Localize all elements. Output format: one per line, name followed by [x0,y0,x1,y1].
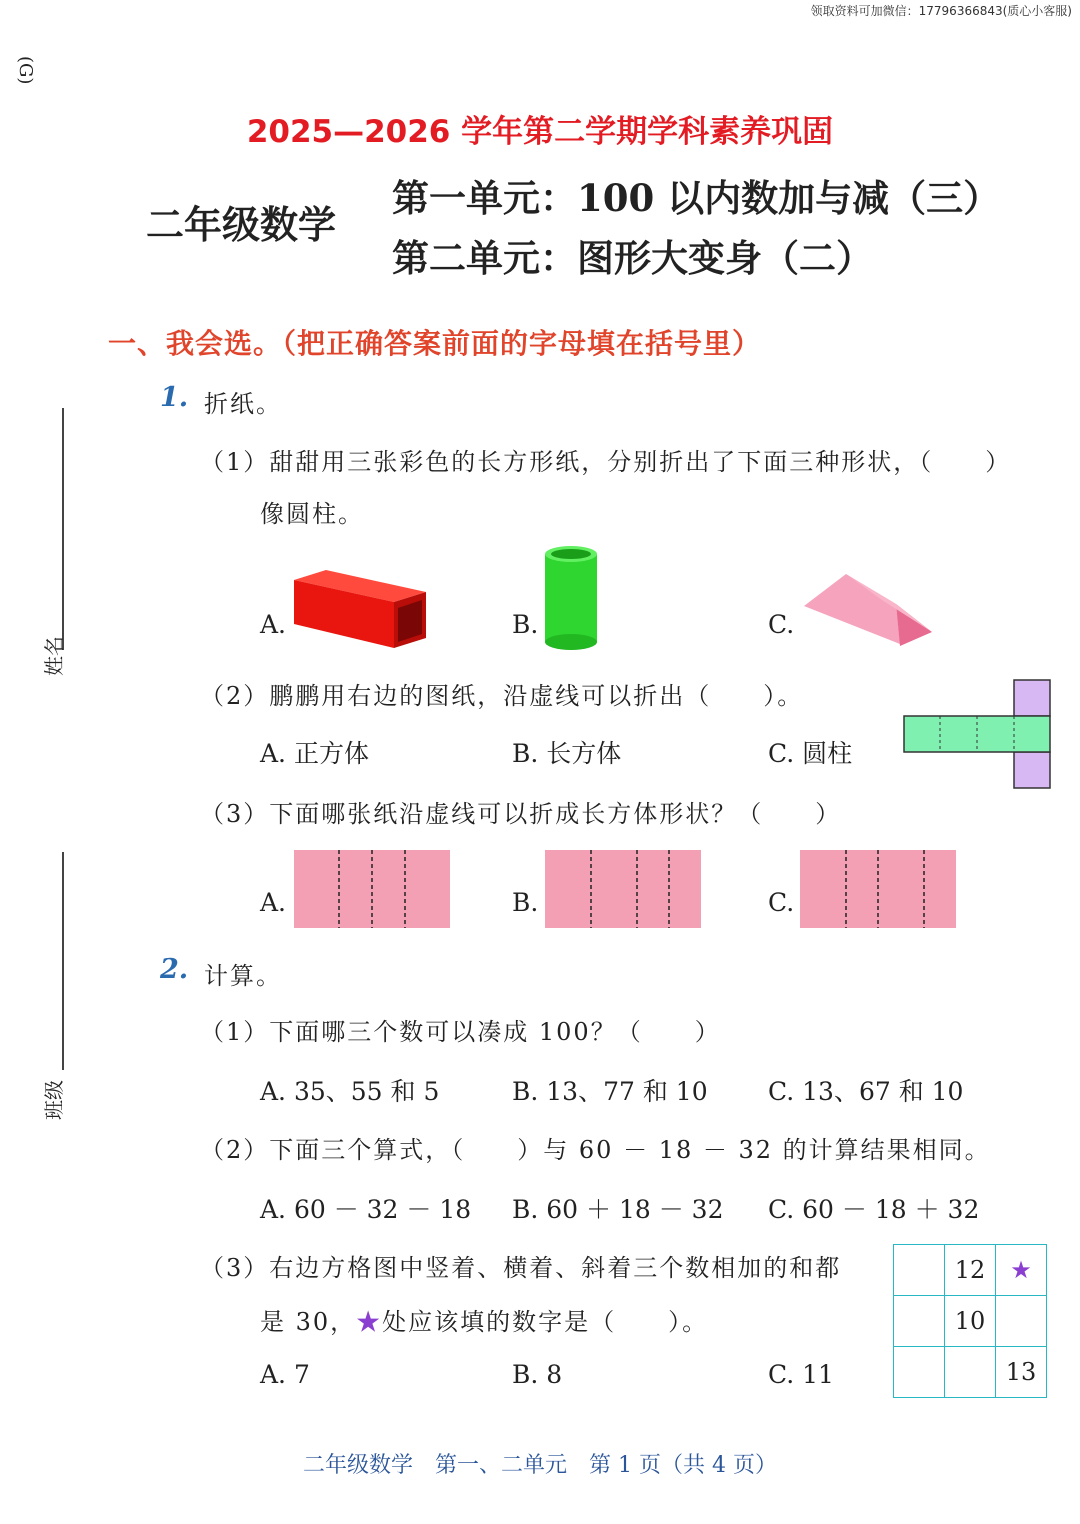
q2-p3-line2-pre: 是 30， [260,1308,357,1336]
green-cylinder-image [540,542,602,654]
q1-p2-option-c: C. 圆柱 [768,739,853,768]
q1-title: 折纸。 [204,390,282,418]
q2-p3-option-b: B. 8 [512,1360,563,1389]
q1-p2-option-a: A. 正方体 [260,739,369,768]
q1-p1-option-b: B. [512,610,539,639]
unit2-title: 第二单元：图形大变身（二） [392,236,873,280]
grid-cell: 10 [945,1296,996,1347]
grid-cell [894,1245,945,1296]
red-box-image [290,568,430,650]
section-title: 一、我会选。（把正确答案前面的字母填在括号里） [108,327,762,360]
q1-p1-option-c: C. [768,610,795,639]
q2-p2-text: （2）下面三个算式，（ ）与 60 － 18 － 32 的计算结果相同。 [200,1136,991,1164]
q2-p3-line2 [260,1302,708,1337]
q2-p3-line1: （3）右边方格图中竖着、横着、斜着三个数相加的和都 [200,1254,842,1282]
q1-p3-option-b: B. [512,888,539,917]
class-line [62,852,64,1070]
q1-p1-line1: （1）甜甜用三张彩色的长方形纸，分别折出了下面三种形状，（ ） [200,448,1012,476]
paper-c-image [800,850,956,928]
q2-p3-line2-post: 处应该填的数字是（ ）。 [382,1308,709,1336]
class-label: 班级 [42,1080,66,1120]
q2-title: 计算。 [204,962,282,990]
q1-p3-text: （3）下面哪张纸沿虚线可以折成长方体形状？（ ） [200,800,842,828]
page-title: 2025—2026 学年第二学期学科素养巩固 [246,114,834,150]
grid-cell-star: ★ [996,1245,1047,1296]
star-icon: ★ [356,1308,383,1336]
q2-p1-option-a: A. 35、55 和 5 [260,1077,440,1106]
grid-cell: 13 [996,1347,1047,1398]
q2-p3-option-a: A. 7 [260,1360,310,1389]
paper-b-image [545,850,701,928]
grid-cell: 12 [945,1245,996,1296]
name-line [62,408,64,650]
q2-p1-option-b: B. 13、77 和 10 [512,1077,708,1106]
side-g-mark: (G) [15,56,36,85]
paper-a-image [294,850,450,928]
q1-p3-option-a: A. [260,888,287,917]
q1-number: 1. [160,382,189,413]
grid-cell [996,1296,1047,1347]
q2-p2-option-c: C. 60 － 18 ＋ 32 [768,1195,980,1224]
q2-p1-text: （1）下面哪三个数可以凑成 100？（ ） [200,1018,721,1046]
grid-cell [894,1347,945,1398]
page-footer: 二年级数学 第一、二单元 第 1 页（共 4 页） [303,1453,777,1478]
grade-title: 二年级数学 [146,202,337,247]
q2-number: 2. [160,954,189,985]
unit1-title: 第一单元：100 以内数加与减（三） [392,176,1001,220]
q1-p1-line2: 像圆柱。 [260,500,364,528]
q2-p2-option-a: A. 60 － 32 － 18 [260,1195,472,1224]
q2-p2-option-b: B. 60 ＋ 18 － 32 [512,1195,724,1224]
grid-cell [894,1296,945,1347]
grid-cell [945,1347,996,1398]
name-label: 姓名 [42,636,66,676]
q1-p2-text: （2）鹏鹏用右边的图纸，沿虚线可以折出（ ）。 [200,682,804,710]
q2-p3-option-c: C. 11 [768,1360,834,1389]
q1-p2-option-b: B. 长方体 [512,739,622,768]
pink-prism-image [800,570,936,654]
q1-p1-option-a: A. [260,610,287,639]
box-net-diagram [902,678,1054,790]
q2-p1-option-c: C. 13、67 和 10 [768,1077,964,1106]
magic-square-grid [893,1244,1047,1398]
q1-p3-option-c: C. [768,888,795,917]
watermark-text: 领取资料可加微信：17796366843(质心小客服) [810,4,1072,18]
